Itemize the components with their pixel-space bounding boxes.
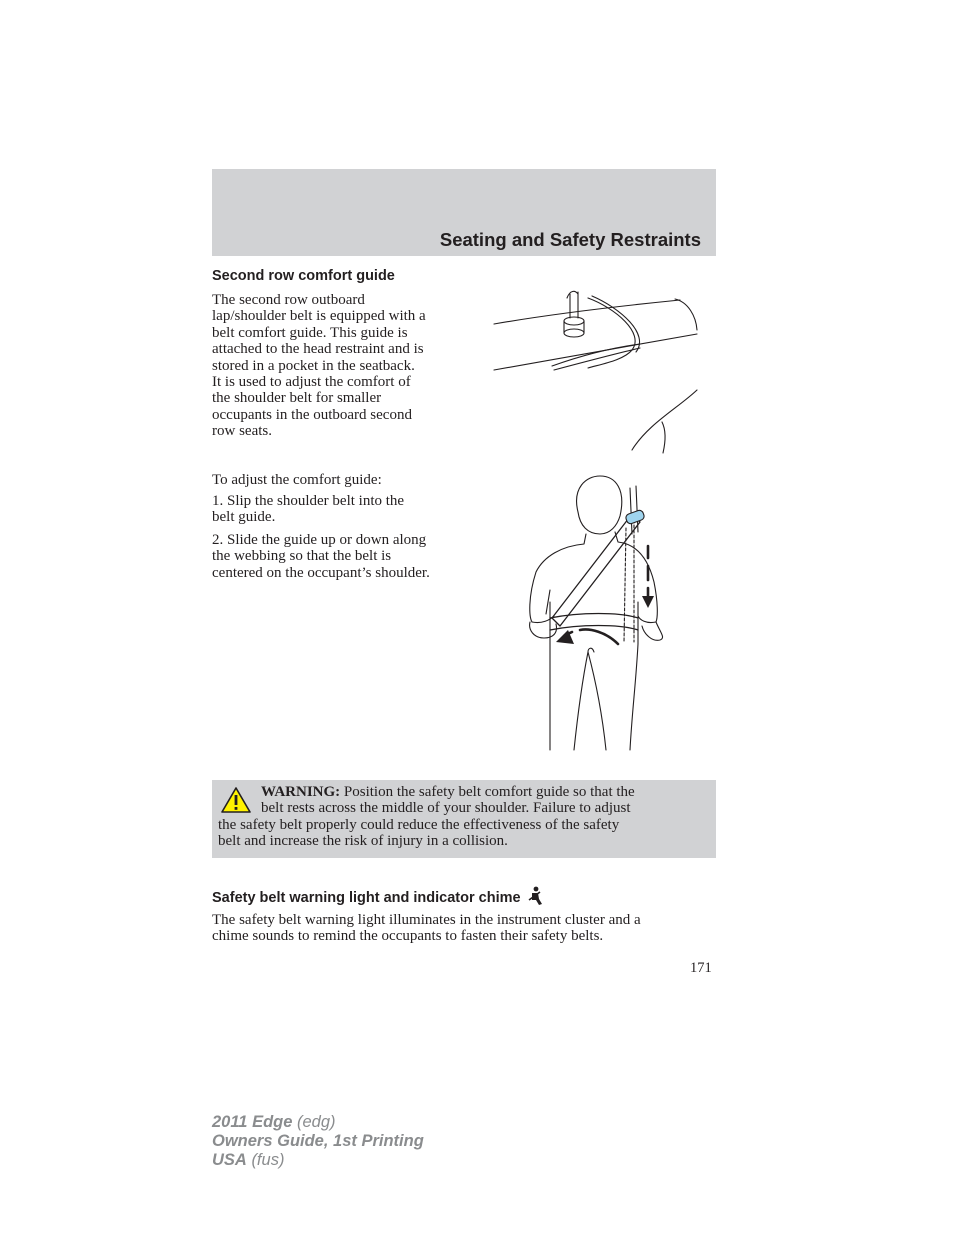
adjust-step-1 [212, 493, 404, 526]
text-line: belt comfort guide. This guide is [212, 324, 408, 341]
belt-warning-heading [212, 886, 543, 906]
footer-model: 2011 Edge [212, 1113, 293, 1131]
footer-model-code: (edg) [297, 1113, 336, 1131]
text-line: belt and increase the risk of injury in a collision. [218, 833, 508, 850]
head-restraint-illustration [490, 288, 702, 458]
text-line: the safety belt properly could reduce the effectiveness of the safety [218, 816, 620, 833]
footer-region: USA [212, 1151, 247, 1169]
comfort-guide-heading: Second row comfort guide [212, 268, 395, 284]
text-line: belt guide. [212, 509, 276, 526]
text-line: 2. Slide the guide up or down along [212, 532, 427, 548]
text-line: chime sounds to remind the occupants to fasten their safety belts. [212, 928, 604, 945]
footer-region-code: (fus) [251, 1151, 285, 1169]
text-line: centered on the occupant’s shoulder. [212, 564, 430, 581]
warning-text [218, 784, 635, 850]
text-line: lap/shoulder belt is equipped with a [212, 308, 426, 325]
warning-first-line: Position the safety belt comfort guide so that the [343, 784, 635, 800]
comfort-guide-intro [212, 292, 472, 440]
text-line: the shoulder belt for smaller [212, 390, 382, 407]
section-header-band [212, 169, 716, 256]
text-line: attached to the head restraint and is [212, 341, 424, 358]
text-line: the webbing so that the belt is [212, 548, 392, 565]
warning-label: WARNING: [261, 784, 341, 800]
text-line: 1. Slip the shoulder belt into the [212, 493, 405, 509]
adjust-step-2 [212, 532, 430, 581]
text-line: The second row outboard [212, 292, 365, 308]
text-line: occupants in the outboard second [212, 406, 412, 423]
footer-guide: Owners Guide, 1st Printing [212, 1132, 424, 1150]
adjust-intro: To adjust the comfort guide: [212, 472, 382, 488]
seatbelt-icon [527, 886, 543, 906]
text-line: row seats. [212, 423, 272, 440]
occupant-belt-adjust-illustration [520, 472, 680, 754]
section-title: Seating and Safety Restraints [439, 229, 701, 250]
text-line: stored in a pocket in the seatback. [212, 357, 415, 374]
text-line: It is used to adjust the comfort of [212, 374, 411, 391]
belt-warning-heading-text: Safety belt warning light and indicator chime [212, 890, 521, 906]
page-number: 171 [690, 960, 712, 976]
warning-box [212, 780, 716, 858]
text-line: The safety belt warning light illuminates in the instrument cluster and a [212, 912, 641, 928]
text-line: belt rests across the middle of your shoulder. Failure to adjust [261, 800, 631, 817]
document-footer [212, 1113, 424, 1170]
belt-warning-text [212, 912, 641, 945]
